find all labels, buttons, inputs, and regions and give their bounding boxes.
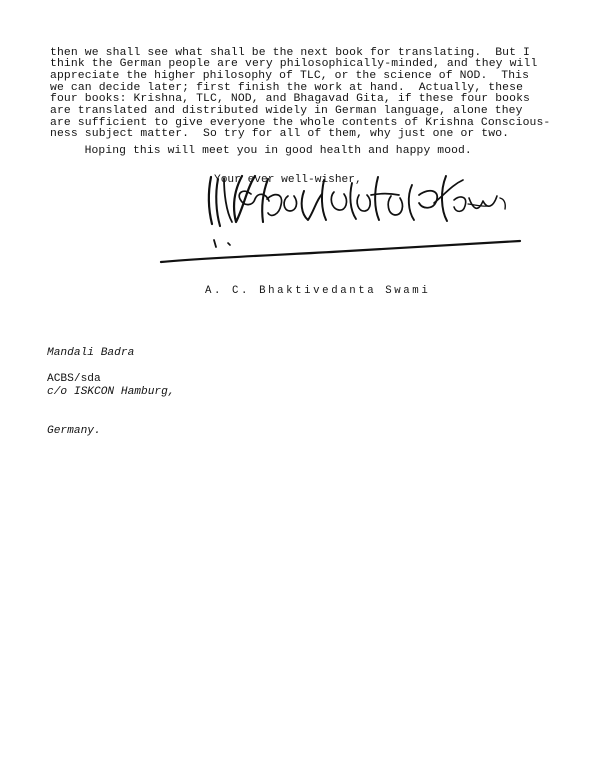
- body-line-5: four books: Krishna, TLC, NOD, and Bhagavad Gita, if these four books: [50, 93, 531, 105]
- signer-name: A. C. Bhaktivedanta Swami: [205, 285, 431, 297]
- body-line-3: appreciate the higher philosophy of TLC, or the science of NOD. This: [50, 70, 530, 82]
- recipient-country: Germany.: [47, 425, 101, 437]
- recipient-name: Mandali Badra: [47, 347, 135, 359]
- body-line-8: ness subject matter. So try for all of them, why just one or two.: [50, 128, 510, 140]
- closing-line: Your ever well-wisher,: [214, 174, 362, 186]
- signature-block: [160, 164, 520, 270]
- reference-initials: ACBS/sda: [47, 373, 101, 385]
- body-line-4: we can decide later; first finish the work at hand. Actually, these: [50, 82, 524, 94]
- recipient-care-of: c/o ISKCON Hamburg,: [47, 386, 175, 398]
- body-line-7: are sufficient to give everyone the whole contents of Krishna Conscious-: [50, 117, 551, 129]
- body-line-6: are translated and distributed widely in German language, alone they: [50, 105, 523, 117]
- body-line-2: think the German people are very philosophically-minded, and they will: [50, 58, 538, 70]
- recipient-address: [47, 321, 175, 464]
- body-line-9: Hoping this will meet you in good health and happy mood.: [50, 145, 472, 157]
- body-line-1: then we shall see what shall be the next book for translating. But I: [50, 47, 531, 59]
